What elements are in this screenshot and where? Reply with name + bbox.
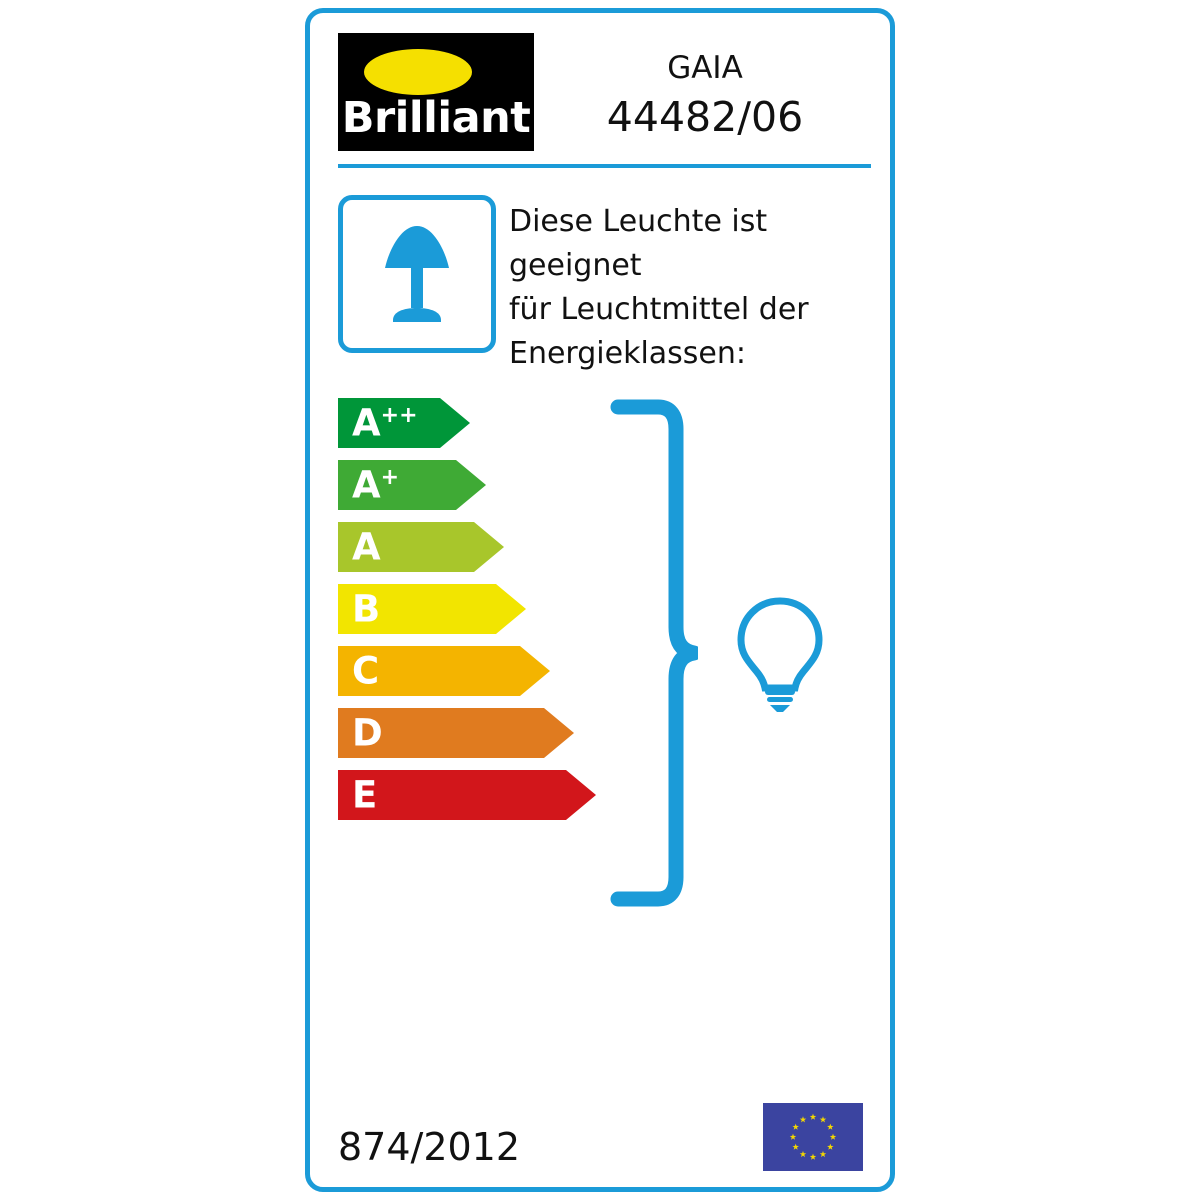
energy-class-bar [338,460,598,510]
energy-class-letter: D [352,711,383,755]
curly-brace-icon [608,399,698,907]
table-lamp-icon [367,220,467,328]
suitability-line-3: Energieklassen: [509,336,746,371]
energy-class-bar [338,770,598,820]
product-code: 44482/06 [606,93,804,141]
header-divider [338,164,871,168]
suitability-line-2: für Leuchtmittel der [509,292,809,327]
regulation-number: 874/2012 [338,1125,521,1169]
yellow-ellipse-logo-icon [364,49,472,95]
suitability-text [509,200,909,376]
lamp-icon-box [338,195,496,353]
energy-class-letter: C [352,649,380,693]
energy-class-letter: E [352,773,378,817]
brand-name: Brilliant [341,93,531,143]
label-header [310,13,890,163]
energy-class-letter: A+ [352,463,400,507]
energy-class-scale [338,398,598,832]
light-bulb-icon [725,593,835,713]
energy-class-bar [338,708,598,758]
brand-logo [338,33,534,151]
energy-class-letter: A++ [352,401,418,445]
energy-class-bar [338,584,598,634]
suitability-line-1: Diese Leuchte ist geeignet [509,204,768,283]
energy-class-letter: B [352,587,381,631]
energy-label-card [305,8,895,1192]
energy-class-bar [338,398,598,448]
energy-class-bar [338,646,598,696]
energy-class-letter: A [352,525,381,569]
product-name: GAIA [667,50,743,86]
energy-class-bar [338,522,598,572]
eu-flag-icon [763,1103,863,1171]
